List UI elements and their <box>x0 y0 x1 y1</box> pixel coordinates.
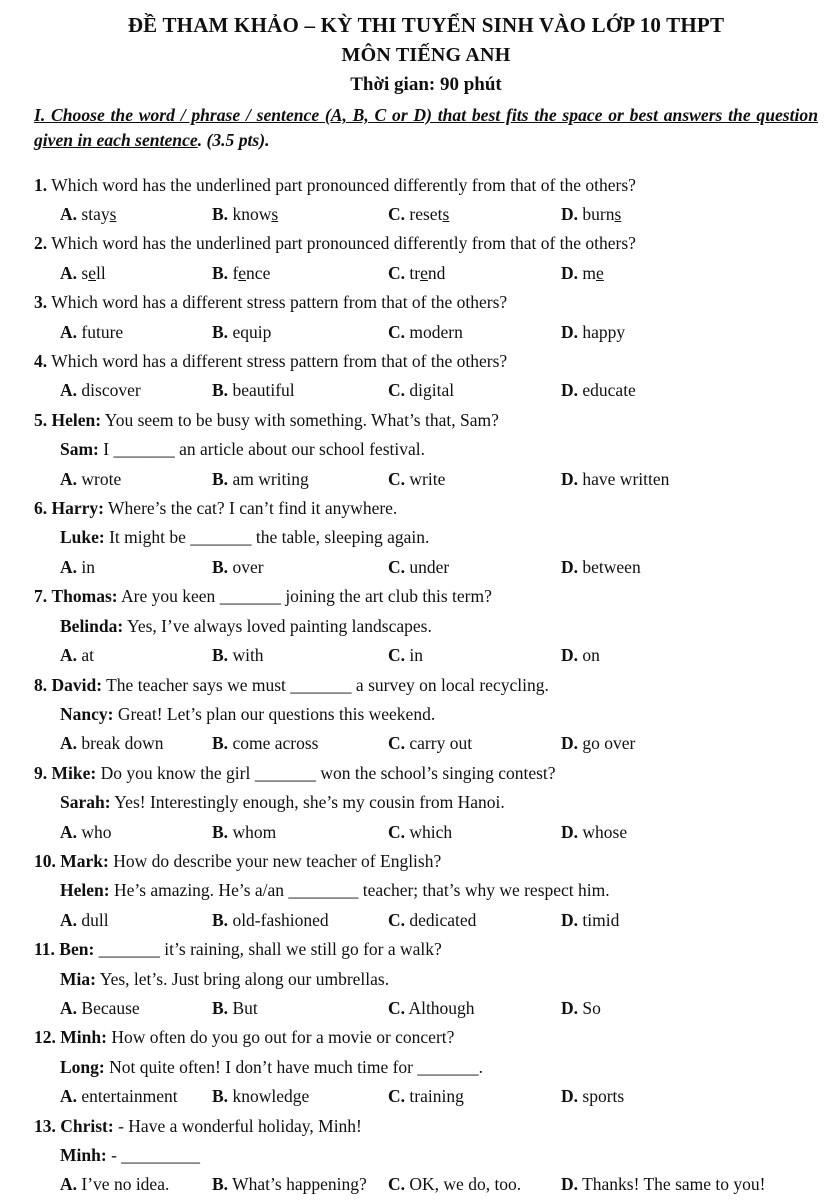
speaker-name: Sam: <box>60 439 99 460</box>
option-cell <box>388 318 561 347</box>
question-block <box>34 935 818 1023</box>
dialog-line <box>60 700 818 729</box>
option-cell <box>388 641 561 670</box>
option-cell <box>60 641 212 670</box>
text-segment: old-fashioned <box>232 909 329 930</box>
option-label: C. <box>388 204 406 224</box>
answer-blank: _________ <box>121 1145 201 1165</box>
option-label: D. <box>561 321 579 342</box>
speaker-name: Helen: <box>60 880 110 901</box>
answer-blank: _______ <box>219 586 281 607</box>
text-segment: How do describe your new teacher of English? <box>108 850 442 871</box>
text-segment: Great! Let’s plan our questions this weekend. <box>113 703 436 724</box>
text-segment: joining the art club this term? <box>280 586 492 607</box>
options-row <box>60 906 818 935</box>
option-label: A. <box>60 645 78 666</box>
option-cell <box>388 259 561 288</box>
option-label: C. <box>388 645 406 666</box>
speaker-name: Minh: <box>60 1027 107 1048</box>
instruction-underlined-text: I. Choose the word / phrase / sentence (A, B, C or D) that best fits the space or best answers the question given in each sentence <box>34 105 818 150</box>
speaker-name: Nancy: <box>60 703 114 724</box>
option-cell <box>388 994 561 1023</box>
text-segment: reset <box>409 204 443 224</box>
option-cell <box>388 553 561 582</box>
option-cell <box>561 994 818 1023</box>
text-segment: beautiful <box>232 380 295 401</box>
answer-blank: _______ <box>254 762 316 783</box>
option-label: B. <box>212 733 229 754</box>
speaker-name: Long: <box>60 1056 105 1077</box>
option-label: D. <box>561 733 579 754</box>
text-segment: ll <box>95 262 106 283</box>
text-segment: He’s amazing. He’s a/an <box>109 880 289 901</box>
option-label: D. <box>561 1174 579 1195</box>
options-row <box>60 1082 818 1111</box>
option-label: D. <box>561 468 579 489</box>
question-number: 3. <box>34 292 48 313</box>
question-block <box>34 171 818 230</box>
text-segment: which <box>409 821 453 842</box>
option-cell <box>60 818 212 847</box>
text-segment: educate <box>582 380 636 401</box>
option-cell <box>60 906 212 935</box>
text-segment: So <box>582 997 601 1018</box>
text-segment: Yes, I’ve always loved painting landscapes. <box>123 615 432 636</box>
option-label: A. <box>60 321 78 342</box>
option-cell <box>388 376 561 405</box>
option-label: C. <box>388 733 406 754</box>
question-line <box>34 935 818 964</box>
option-label: D. <box>561 821 579 842</box>
text-segment: I’ve no idea. <box>81 1174 170 1195</box>
text-segment: at <box>81 645 95 666</box>
option-label: B. <box>212 468 229 489</box>
option-label: A. <box>60 733 78 754</box>
dialog-line <box>60 435 818 464</box>
option-label: D. <box>561 204 579 224</box>
question-number: 7. <box>34 586 48 607</box>
underlined-letter: e <box>420 262 428 283</box>
question-number: 10. <box>34 850 56 871</box>
options-row <box>60 729 818 758</box>
option-label: B. <box>212 556 229 577</box>
text-segment: Are you keen <box>117 586 220 607</box>
dialog-line <box>60 876 818 905</box>
option-cell <box>561 318 818 347</box>
option-cell <box>60 1170 212 1199</box>
underlined-letter: e <box>88 262 96 283</box>
text-segment: in <box>81 556 96 577</box>
option-cell <box>212 994 388 1023</box>
options-row <box>60 465 818 494</box>
text-segment: happy <box>582 321 626 342</box>
option-cell <box>388 818 561 847</box>
text-segment: - <box>106 1145 122 1165</box>
text-segment: I <box>98 439 114 460</box>
option-cell <box>212 1082 388 1111</box>
speaker-name: Luke: <box>60 527 105 548</box>
exam-header <box>34 10 818 100</box>
option-label: A. <box>60 1086 78 1107</box>
text-segment: future <box>81 321 124 342</box>
option-cell <box>561 729 818 758</box>
option-cell <box>212 818 388 847</box>
option-label: C. <box>388 821 406 842</box>
option-label: A. <box>60 380 78 401</box>
question-line <box>34 347 818 376</box>
question-line <box>34 1112 818 1141</box>
text-segment: tr <box>409 262 421 283</box>
option-label: A. <box>60 468 78 489</box>
text-segment: Which word has a different stress pattern from that of the others? <box>51 292 508 313</box>
option-label: C. <box>388 262 406 283</box>
text-segment: Which word has the underlined part pronounced differently from that of the others? <box>51 174 636 195</box>
option-cell <box>561 906 818 935</box>
option-label: A. <box>60 997 78 1018</box>
dialog-line <box>60 788 818 817</box>
option-label: B. <box>212 997 229 1018</box>
option-label: A. <box>60 556 78 577</box>
option-label: B. <box>212 1086 229 1107</box>
speaker-name: Christ: <box>60 1115 114 1136</box>
text-segment: who <box>81 821 112 842</box>
underlined-letter: e <box>238 262 247 283</box>
question-block <box>34 1023 818 1111</box>
option-cell <box>561 1170 818 1199</box>
text-segment: training <box>409 1086 464 1107</box>
option-cell <box>388 465 561 494</box>
text-segment: teacher; that’s why we respect him. <box>358 880 610 901</box>
text-segment: whose <box>582 821 628 842</box>
option-label: B. <box>212 204 229 224</box>
text-segment: stay <box>81 204 110 224</box>
underlined-letter: s <box>614 204 622 224</box>
speaker-name: Harry: <box>51 498 104 519</box>
question-line <box>34 171 818 200</box>
text-segment: It might be <box>104 527 191 548</box>
option-label: C. <box>388 1174 406 1195</box>
text-segment: am writing <box>232 468 309 489</box>
option-label: D. <box>561 1086 579 1107</box>
option-cell <box>212 1170 388 1199</box>
option-label: A. <box>60 909 78 930</box>
question-number: 9. <box>34 762 48 783</box>
speaker-name: Sarah: <box>60 792 111 813</box>
speaker-name: David: <box>51 674 103 695</box>
text-segment: dedicated <box>409 909 477 930</box>
speaker-name: Belinda: <box>60 615 124 636</box>
option-cell <box>60 1082 212 1111</box>
option-cell <box>561 641 818 670</box>
text-segment: over <box>232 556 264 577</box>
answer-blank: _______ <box>290 674 352 695</box>
option-label: B. <box>212 262 229 283</box>
speaker-name: Helen: <box>51 409 102 430</box>
question-number: 13. <box>34 1115 56 1136</box>
text-segment: with <box>232 645 264 666</box>
option-cell <box>561 1082 818 1111</box>
option-cell <box>212 200 388 229</box>
speaker-name: Mia: <box>60 968 96 989</box>
text-segment: f <box>232 262 239 283</box>
question-line <box>34 759 818 788</box>
text-segment: - Have a wonderful holiday, Minh! <box>113 1115 362 1136</box>
option-label: C. <box>388 321 406 342</box>
option-label: A. <box>60 1174 78 1195</box>
option-cell <box>60 729 212 758</box>
text-segment: on <box>582 645 600 666</box>
dialog-line <box>60 1053 818 1082</box>
text-segment: Not quite often! I don’t have much time for <box>104 1056 418 1077</box>
option-cell <box>212 259 388 288</box>
speaker-name: Mike: <box>51 762 97 783</box>
option-cell <box>60 318 212 347</box>
text-segment: know <box>232 204 272 224</box>
answer-blank: _______ <box>113 439 175 460</box>
text-segment: the table, sleeping again. <box>251 527 430 548</box>
option-cell <box>388 1082 561 1111</box>
answer-blank: ________ <box>288 880 359 901</box>
option-cell <box>561 259 818 288</box>
text-segment: How often do you go out for a movie or concert? <box>106 1027 455 1048</box>
option-cell <box>388 729 561 758</box>
option-label: C. <box>388 997 406 1018</box>
options-row <box>60 318 818 347</box>
question-block <box>34 671 818 759</box>
question-line <box>34 494 818 523</box>
question-number: 11. <box>34 939 55 960</box>
option-cell <box>388 906 561 935</box>
text-segment: whom <box>232 821 277 842</box>
underlined-letter: s <box>442 204 450 224</box>
text-segment: write <box>409 468 446 489</box>
options-row <box>60 818 818 847</box>
speaker-name: Minh: <box>60 1145 107 1165</box>
dialog-line <box>60 965 818 994</box>
option-label: D. <box>561 997 579 1018</box>
text-segment: What’s happening? <box>232 1174 367 1195</box>
text-segment: knowledge <box>232 1086 310 1107</box>
text-segment: Which word has a different stress pattern from that of the others? <box>51 351 508 372</box>
text-segment: Because <box>81 997 140 1018</box>
question-line <box>34 671 818 700</box>
dialog-line <box>60 523 818 552</box>
text-segment: Yes! Interestingly enough, she’s my cousin from Hanoi. <box>110 792 505 813</box>
option-cell <box>212 553 388 582</box>
text-segment: Which word has the underlined part pronounced differently from that of the others? <box>51 233 636 254</box>
option-label: B. <box>212 380 229 401</box>
option-cell <box>60 200 212 229</box>
text-segment: wrote <box>81 468 122 489</box>
option-label: B. <box>212 909 229 930</box>
question-block <box>34 759 818 847</box>
question-block <box>34 406 818 494</box>
text-segment: m <box>582 262 597 283</box>
option-cell <box>60 465 212 494</box>
answer-blank: _______ <box>98 939 160 960</box>
option-cell <box>212 729 388 758</box>
text-segment: go over <box>582 733 636 754</box>
option-label: A. <box>60 821 78 842</box>
text-segment: . <box>478 1056 484 1077</box>
dialog-line <box>60 1141 818 1170</box>
text-segment: nce <box>246 262 271 283</box>
options-row <box>60 641 818 670</box>
text-segment: burn <box>582 204 615 224</box>
speaker-name: Ben: <box>59 939 95 960</box>
question-line <box>34 582 818 611</box>
option-cell <box>212 465 388 494</box>
text-segment: break down <box>81 733 164 754</box>
question-block <box>34 229 818 288</box>
question-line <box>34 288 818 317</box>
text-segment: You seem to be busy with something. What’s that, Sam? <box>101 409 499 430</box>
underlined-letter: s <box>271 204 279 224</box>
question-number: 8. <box>34 674 48 695</box>
option-label: D. <box>561 645 579 666</box>
text-segment: But <box>232 997 258 1018</box>
question-line <box>34 847 818 876</box>
answer-blank: _______ <box>190 527 252 548</box>
text-segment: it’s raining, shall we still go for a walk? <box>159 939 442 960</box>
option-cell <box>561 553 818 582</box>
text-segment: in <box>409 645 424 666</box>
text-segment: won the school’s singing contest? <box>315 762 556 783</box>
question-block <box>34 347 818 406</box>
question-number: 1. <box>34 174 48 195</box>
options-row <box>60 376 818 405</box>
option-label: C. <box>388 1086 406 1107</box>
question-block <box>34 847 818 935</box>
option-label: D. <box>561 262 579 283</box>
text-segment: entertainment <box>81 1086 178 1107</box>
question-block <box>34 1112 818 1200</box>
options-row <box>60 994 818 1023</box>
exam-duration: Thời gian: 90 phút <box>350 74 502 95</box>
text-segment: digital <box>409 380 455 401</box>
option-label: B. <box>212 321 229 342</box>
option-cell <box>212 376 388 405</box>
option-cell <box>212 906 388 935</box>
question-number: 6. <box>34 498 48 519</box>
text-segment: Where’s the cat? I can’t find it anywhere. <box>103 498 398 519</box>
option-cell <box>212 641 388 670</box>
answer-blank: _______ <box>417 1056 479 1077</box>
text-segment: nd <box>427 262 446 283</box>
options-row <box>60 1170 818 1199</box>
text-segment: The teacher says we must <box>102 674 291 695</box>
dialog-line <box>60 612 818 641</box>
section-instruction <box>34 103 818 153</box>
question-number: 12. <box>34 1027 56 1048</box>
text-segment: between <box>582 556 641 577</box>
text-segment: modern <box>409 321 463 342</box>
text-segment: Although <box>408 997 475 1018</box>
text-segment: under <box>409 556 450 577</box>
text-segment: OK, we do, too. <box>409 1174 522 1195</box>
text-segment: discover <box>81 380 141 401</box>
option-label: C. <box>388 909 406 930</box>
option-cell <box>60 376 212 405</box>
options-row <box>60 200 818 229</box>
exam-subject: MÔN TIẾNG ANH <box>341 44 511 66</box>
options-row <box>60 553 818 582</box>
question-number: 5. <box>34 409 48 430</box>
option-cell <box>60 553 212 582</box>
text-segment: sports <box>582 1086 625 1107</box>
option-label: B. <box>212 645 229 666</box>
text-segment: have written <box>582 468 670 489</box>
question-line <box>34 229 818 258</box>
text-segment: Do you know the girl <box>96 762 255 783</box>
question-block <box>34 288 818 347</box>
option-cell <box>561 376 818 405</box>
instruction-points-text: . (3.5 pts). <box>197 130 270 150</box>
option-label: C. <box>388 556 406 577</box>
option-label: B. <box>212 1174 229 1195</box>
text-segment: carry out <box>409 733 473 754</box>
option-label: C. <box>388 468 406 489</box>
text-segment: come across <box>232 733 319 754</box>
text-segment: dull <box>81 909 109 930</box>
underlined-letter: e <box>596 262 604 283</box>
option-cell <box>561 465 818 494</box>
underlined-letter: s <box>109 204 117 224</box>
speaker-name: Mark: <box>60 850 109 871</box>
question-block <box>34 494 818 582</box>
option-label: C. <box>388 380 406 401</box>
option-cell <box>388 1170 561 1199</box>
text-segment: Yes, let’s. Just bring along our umbrellas. <box>95 968 390 989</box>
option-label: D. <box>561 909 579 930</box>
option-label: A. <box>60 204 78 224</box>
text-segment: a survey on local recycling. <box>351 674 549 695</box>
option-cell <box>60 259 212 288</box>
option-cell <box>212 318 388 347</box>
option-cell <box>561 818 818 847</box>
question-number: 4. <box>34 351 48 372</box>
option-label: D. <box>561 380 579 401</box>
question-block <box>34 582 818 670</box>
text-segment: Thanks! The same to you! <box>582 1174 766 1195</box>
option-label: B. <box>212 821 229 842</box>
options-row <box>60 259 818 288</box>
text-segment: equip <box>232 321 272 342</box>
question-number: 2. <box>34 233 48 254</box>
text-segment: s <box>81 262 89 283</box>
option-label: A. <box>60 262 78 283</box>
exam-title: ĐỀ THAM KHẢO – KỲ THI TUYỂN SINH VÀO LỚP 10 THPT <box>127 13 725 37</box>
question-line <box>34 406 818 435</box>
question-line <box>34 1023 818 1052</box>
option-cell <box>561 200 818 229</box>
text-segment: an article about our school festival. <box>174 439 425 460</box>
questions-list <box>34 171 818 1200</box>
option-label: D. <box>561 556 579 577</box>
option-cell <box>60 994 212 1023</box>
speaker-name: Thomas: <box>51 586 118 607</box>
text-segment: timid <box>582 909 620 930</box>
option-cell <box>388 200 561 229</box>
